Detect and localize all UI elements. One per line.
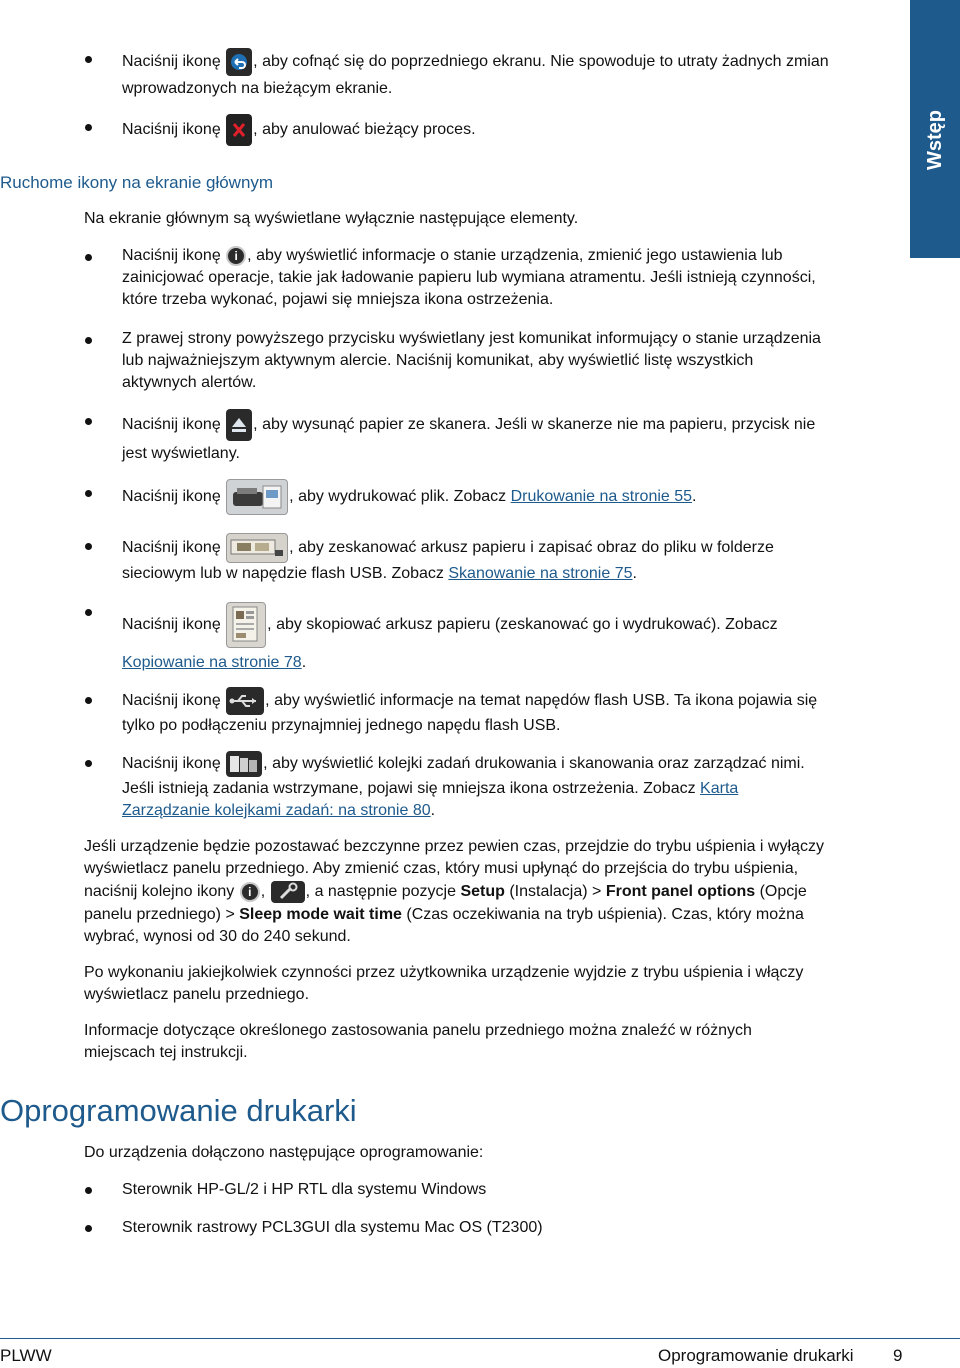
list-item-print bbox=[122, 479, 892, 515]
text: Informacje dotyczące określonego zastosowania panelu przedniego można znaleźć w różnych bbox=[84, 1022, 752, 1039]
text: , aby wyświetlić informacje na temat napędów flash USB. Ta ikona pojawia się bbox=[265, 692, 818, 710]
text: Naciśnij ikonę bbox=[122, 247, 221, 264]
job-queue-icon bbox=[226, 751, 262, 777]
paragraph-info bbox=[84, 1020, 894, 1064]
text: . bbox=[692, 488, 697, 506]
text: Jeśli istnieją zadania wstrzymane, pojawi się mniejsza ikona ostrzeżenia. Zobacz bbox=[122, 780, 701, 797]
list-item-info bbox=[122, 245, 892, 311]
text: , a następnie pozycje bbox=[305, 883, 461, 900]
text: Z prawej strony powyższego przycisku wyświetlany jest komunikat informujący o stanie urządzenia bbox=[122, 330, 821, 347]
print-icon bbox=[226, 479, 288, 515]
menu-setup: Setup bbox=[460, 883, 505, 900]
text: sieciowym lub w napędzie flash USB. Zobacz bbox=[122, 565, 449, 582]
bullet bbox=[85, 543, 92, 550]
bullet bbox=[85, 609, 92, 616]
text: Jeśli urządzenie będzie pozostawać bezczynne przez pewien czas, przejdzie do trybu uśpienia i wyłączy bbox=[84, 838, 824, 855]
bullet bbox=[85, 254, 92, 261]
text: wyświetlacz panelu przedniego. bbox=[84, 986, 310, 1003]
text: Naciśnij ikonę bbox=[122, 121, 221, 139]
bullet bbox=[85, 1225, 92, 1232]
link-queue-management[interactable]: Zarządzanie kolejkami zadań: na stronie 80 bbox=[122, 802, 431, 819]
info-icon bbox=[226, 246, 246, 266]
bullet bbox=[85, 697, 92, 704]
back-arrow-icon bbox=[226, 48, 252, 76]
text: naciśnij kolejno ikony bbox=[84, 883, 235, 900]
paragraph-sleep bbox=[84, 836, 894, 948]
section-intro: Do urządzenia dołączono następujące oprogramowanie: bbox=[84, 1144, 484, 1161]
page-number: 9 bbox=[893, 1346, 903, 1365]
text: Naciśnij ikonę bbox=[122, 692, 221, 710]
text: . bbox=[301, 654, 307, 671]
footer-rule bbox=[0, 1338, 960, 1339]
footer-left: PLWW bbox=[0, 1346, 52, 1365]
list-item-software: Sterownik rastrowy PCL3GUI dla systemu Mac OS (T2300) bbox=[122, 1219, 543, 1236]
text: , aby zeskanować arkusz papieru i zapisać obraz do pliku w folderze bbox=[289, 539, 774, 557]
text: (Opcje bbox=[755, 883, 807, 900]
usb-icon bbox=[226, 687, 264, 715]
text: Naciśnij ikonę bbox=[122, 616, 221, 634]
list-item-queue bbox=[122, 750, 892, 822]
bullet bbox=[85, 56, 92, 63]
text: Naciśnij ikonę bbox=[122, 488, 221, 506]
text: panelu przedniego) > bbox=[84, 906, 240, 923]
paragraph-wake bbox=[84, 962, 894, 1006]
text: . bbox=[632, 565, 637, 582]
bullet bbox=[85, 760, 92, 767]
section-heading: Ruchome ikony na ekranie głównym bbox=[0, 173, 274, 192]
list-item-cancel bbox=[122, 114, 892, 146]
text: aktywnych alertów. bbox=[122, 374, 257, 391]
bullet bbox=[85, 418, 92, 425]
text: Naciśnij ikonę bbox=[122, 53, 221, 71]
section-heading-software: Oprogramowanie drukarki bbox=[0, 1093, 357, 1128]
link-copying[interactable]: Kopiowanie na stronie 78 bbox=[122, 654, 302, 671]
link-scanning[interactable]: Skanowanie na stronie 75 bbox=[448, 565, 633, 582]
cancel-x-icon bbox=[226, 114, 252, 146]
text: , aby skopiować arkusz papieru (zeskanować go i wydrukować). Zobacz bbox=[267, 616, 778, 634]
text: zainicjować operacje, takie jak ładowanie papieru lub wymiana atramentu. Jeśli istnieją czynności, bbox=[122, 269, 816, 286]
text: , bbox=[260, 883, 266, 900]
text: . bbox=[430, 802, 436, 819]
footer-chapter: Oprogramowanie drukarki bbox=[658, 1346, 854, 1365]
link-printing[interactable]: Drukowanie na stronie 55 bbox=[510, 488, 693, 506]
text: wyświetlacz panelu przedniego. Aby zmienić czas, który musi upłynąć do przejścia do trybu uśpienia, bbox=[84, 860, 799, 877]
list-item-eject bbox=[122, 409, 892, 465]
bullet bbox=[85, 124, 92, 131]
bullet bbox=[85, 1187, 92, 1194]
copy-icon bbox=[226, 602, 266, 648]
bullet bbox=[85, 490, 92, 497]
section-intro: Na ekranie głównym są wyświetlane wyłącznie następujące elementy. bbox=[84, 210, 579, 227]
text: Naciśnij ikonę bbox=[122, 416, 221, 434]
text: (Instalacja) > bbox=[504, 883, 606, 900]
text: miejscach tej instrukcji. bbox=[84, 1044, 248, 1061]
link-queue-tab[interactable]: Karta bbox=[700, 780, 739, 797]
text: wybrać, wynosi od 30 do 240 sekund. bbox=[84, 928, 351, 945]
text: które trzeba wykonać, pojawi się mniejsza ikona ostrzeżenia. bbox=[122, 291, 554, 308]
list-item-software: Sterownik HP-GL/2 i HP RTL dla systemu Windows bbox=[122, 1181, 487, 1198]
text: , aby anulować bieżący proces. bbox=[253, 121, 476, 139]
eject-icon bbox=[226, 409, 252, 441]
text: wprowadzonych na bieżącym ekranie. bbox=[122, 80, 393, 97]
text: , aby wyświetlić kolejki zadań drukowania i skanowania oraz zarządzać nimi. bbox=[263, 755, 805, 772]
list-item-copy bbox=[122, 602, 892, 648]
text: Po wykonaniu jakiejkolwiek czynności przez użytkownika urządzenie wyjdzie z trybu uśpienia i włączy bbox=[84, 964, 804, 981]
text: Naciśnij ikonę bbox=[122, 539, 221, 557]
text: , aby wydrukować plik. Zobacz bbox=[289, 488, 511, 506]
list-item-back bbox=[122, 48, 892, 100]
text: jest wyświetlany. bbox=[122, 445, 240, 462]
text: , aby wysunąć papier ze skanera. Jeśli w skanerze nie ma papieru, przycisk nie bbox=[253, 416, 816, 434]
text: tylko po podłączeniu przynajmniej jednego napędu flash USB. bbox=[122, 717, 561, 734]
text: (Czas oczekiwania na tryb uśpienia). Czas, który można bbox=[401, 906, 804, 923]
text: Naciśnij ikonę bbox=[122, 755, 221, 772]
scan-icon bbox=[226, 533, 288, 563]
text: lub najważniejszym aktywnym alercie. Naciśnij komunikat, aby wyświetlić listę wszystkich bbox=[122, 352, 754, 369]
list-item-scan bbox=[122, 533, 892, 585]
menu-sleep-mode-wait-time: Sleep mode wait time bbox=[239, 906, 402, 923]
list-item-alert bbox=[122, 328, 892, 394]
wrench-icon bbox=[271, 881, 305, 903]
list-item-usb bbox=[122, 687, 892, 737]
text: , aby wyświetlić informacje o stanie urządzenia, zmienić jego ustawienia lub bbox=[247, 247, 783, 264]
text: , aby cofnąć się do poprzedniego ekranu. Nie spowoduje to utraty żadnych zmian bbox=[253, 53, 829, 71]
info-icon bbox=[240, 882, 260, 902]
bullet bbox=[85, 337, 92, 344]
chapter-tab bbox=[910, 0, 960, 258]
chapter-tab-label: Wstęp bbox=[924, 110, 946, 170]
menu-front-panel-options: Front panel options bbox=[605, 883, 756, 900]
